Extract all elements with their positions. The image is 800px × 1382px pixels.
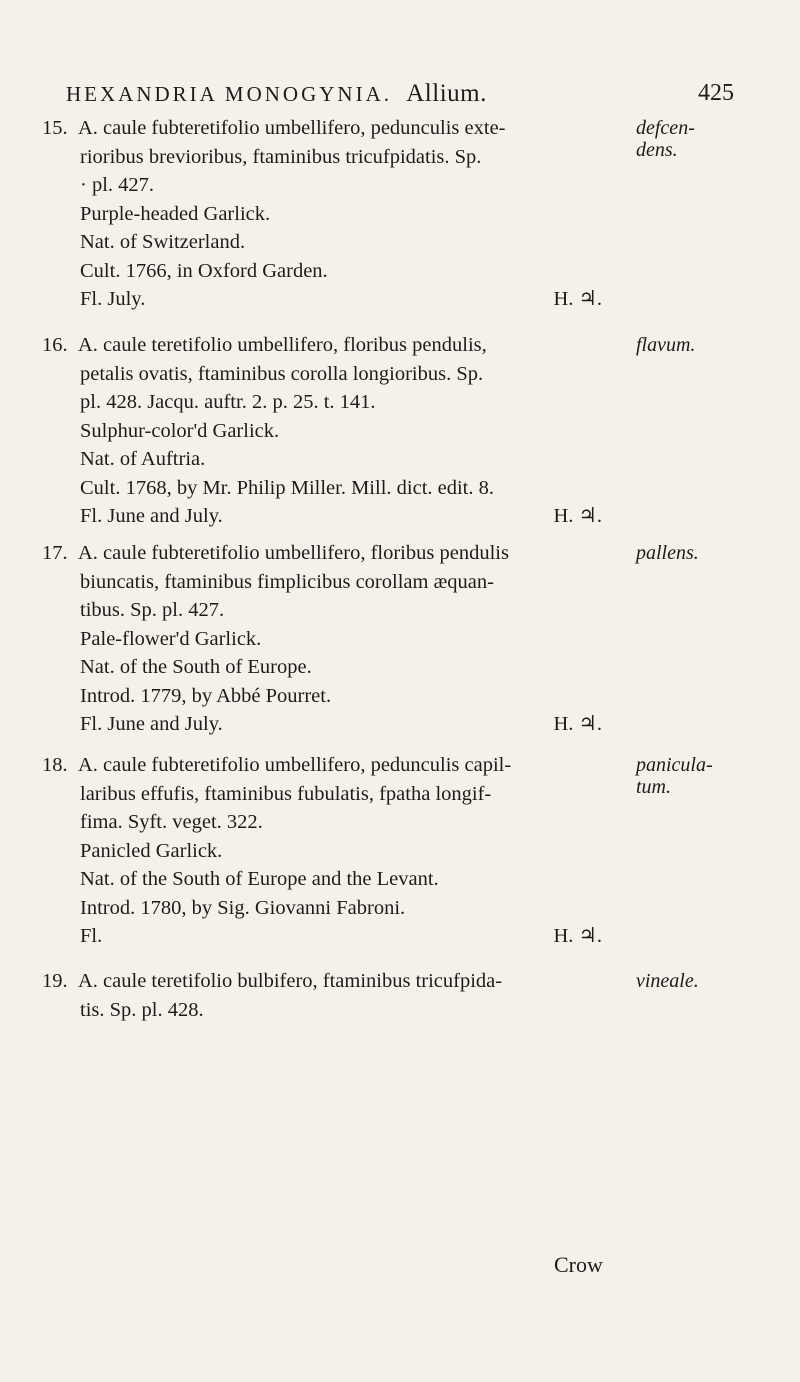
entry-text: A. caule teretifolio bulbifero, ftaminibus tricufpida-	[78, 970, 503, 992]
flowering-time: Fl. June and July.	[80, 713, 223, 735]
epithet-line: pallens.	[636, 542, 699, 564]
species-entry-18	[42, 751, 622, 951]
flowering-time: Fl. June and July.	[80, 505, 223, 527]
native-range: Nat. of Auftria.	[80, 448, 206, 470]
epithet-19	[636, 970, 756, 992]
flowering-line	[42, 922, 622, 951]
entry-line: rioribus brevioribus, ftaminibus tricufpidatis. Sp.	[80, 145, 482, 168]
species-entry-17	[42, 539, 622, 739]
flowering-time: Fl.	[80, 925, 103, 947]
epithet-line: vineale.	[636, 970, 699, 992]
epithet-15	[636, 117, 756, 161]
flowering-time: Fl. July.	[80, 288, 146, 310]
running-head-genus: Allium.	[406, 80, 487, 107]
epithet-18	[636, 754, 756, 798]
entry-line	[42, 331, 622, 360]
entry-line: pl. 428. Jacqu. auftr. 2. p. 25. t. 141.	[80, 391, 376, 413]
habit-symbol: H. ♃.	[553, 505, 602, 527]
common-name: Pale-flower'd Garlick.	[80, 627, 262, 650]
species-entry-15	[42, 114, 622, 314]
native-range: Nat. of Switzerland.	[80, 231, 246, 253]
entry-text: A. caule fubteretifolio umbellifero, pedunculis capil-	[78, 754, 512, 776]
flowering-line	[42, 710, 622, 739]
flowering-line	[42, 502, 622, 531]
entry-text: A. caule fubteretifolio umbellifero, pedunculis exte-	[78, 117, 506, 139]
running-head	[66, 80, 487, 108]
catchword: Crow	[554, 1252, 603, 1277]
species-entry-19	[42, 967, 622, 1024]
common-name: Panicled Garlick.	[80, 839, 223, 862]
entry-number: 18.	[42, 754, 68, 776]
epithet-line: tum.	[636, 776, 671, 798]
entry-number: 15.	[42, 117, 68, 139]
species-entry-16	[42, 331, 622, 531]
common-name: Sulphur-color'd Garlick.	[80, 419, 280, 442]
entry-text: A. caule teretifolio umbellifero, floribus pendulis,	[78, 334, 487, 356]
epithet-line: panicula-	[636, 754, 713, 776]
common-name: Purple-headed Garlick.	[80, 202, 271, 225]
entry-line	[42, 751, 622, 780]
flowering-line	[42, 285, 622, 314]
cultivation-note: Cult. 1768, by Mr. Philip Miller. Mill. dict. edit. 8.	[80, 476, 495, 499]
entry-text: A. caule fubteretifolio umbellifero, floribus pendulis	[78, 542, 509, 564]
entry-line: biuncatis, ftaminibus fimplicibus corollam æquan-	[80, 570, 494, 593]
entry-line: petalis ovatis, ftaminibus corolla longioribus. Sp.	[80, 362, 484, 385]
entry-line: tis. Sp. pl. 428.	[80, 998, 204, 1021]
habit-symbol: H. ♃.	[553, 288, 602, 310]
entry-number: 16.	[42, 334, 68, 356]
introduction-note: Introd. 1779, by Abbé Pourret.	[80, 684, 332, 707]
cultivation-note: Cult. 1766, in Oxford Garden.	[80, 259, 328, 282]
entry-line: laribus effufis, ftaminibus fubulatis, fpatha longif-	[80, 782, 492, 805]
epithet-line: flavum.	[636, 334, 696, 356]
habit-symbol: H. ♃.	[553, 713, 602, 735]
native-range: Nat. of the South of Europe.	[80, 656, 312, 678]
habit-symbol: H. ♃.	[553, 925, 602, 947]
entry-line	[42, 967, 622, 996]
entry-line: tibus. Sp. pl. 427.	[80, 599, 225, 621]
entry-line	[42, 114, 622, 143]
native-range: Nat. of the South of Europe and the Levant.	[80, 868, 439, 890]
introduction-note: Introd. 1780, by Sig. Giovanni Fabroni.	[80, 896, 406, 919]
entry-number: 19.	[42, 970, 68, 992]
epithet-17	[636, 542, 756, 564]
entry-line	[42, 539, 622, 568]
entry-line: · pl. 427.	[80, 174, 155, 196]
page-number: 425	[698, 80, 734, 106]
running-head-class-order: HEXANDRIA MONOGYNIA.	[66, 82, 392, 106]
epithet-line: defcen-	[636, 117, 695, 139]
entry-number: 17.	[42, 542, 68, 564]
epithet-16	[636, 334, 756, 356]
epithet-line: dens.	[636, 139, 678, 161]
entry-line: fima. Syft. veget. 322.	[80, 811, 263, 833]
